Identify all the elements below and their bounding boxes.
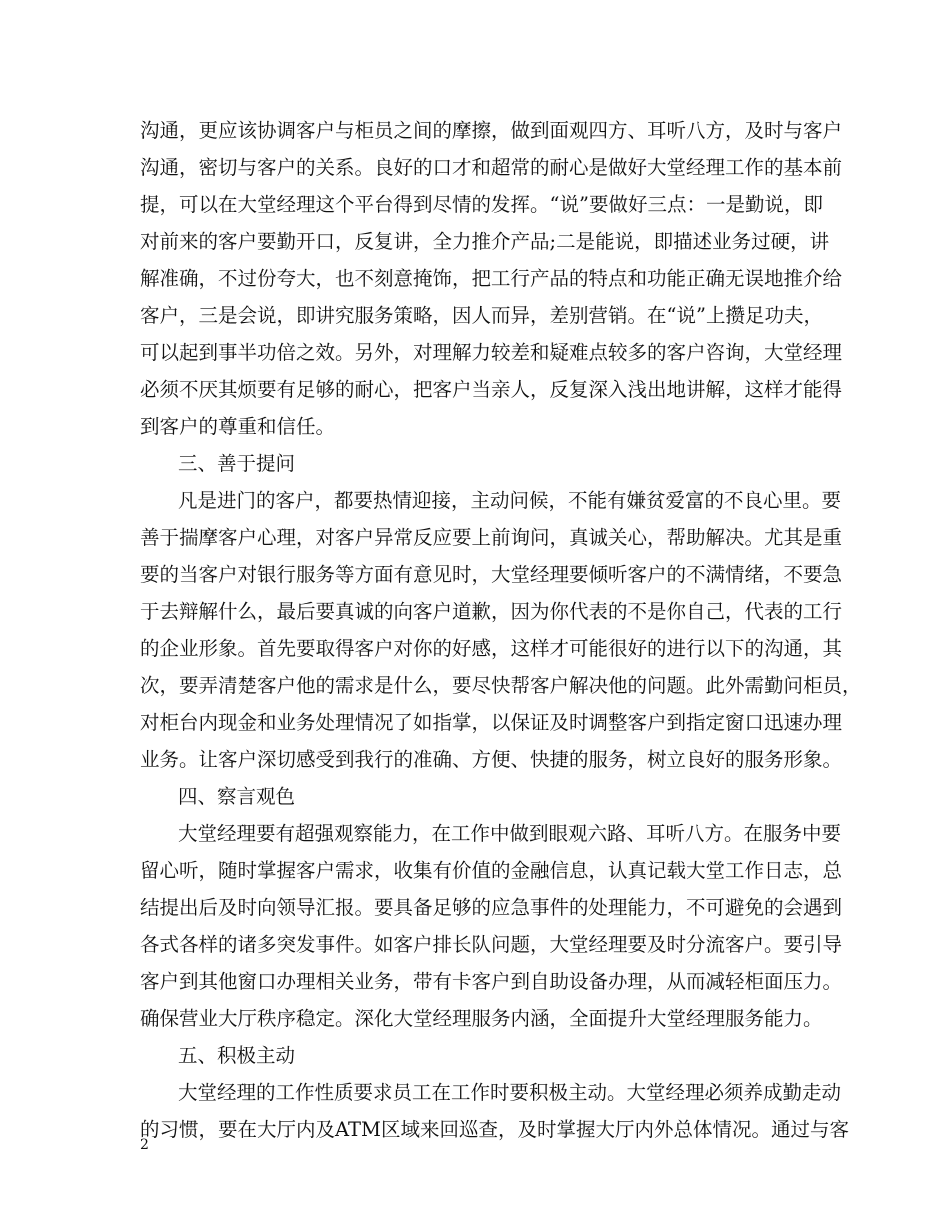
- body-text-line: 沟通，更应该协调客户与柜员之间的摩擦，做到面观四方、耳听八方，及时与客户: [140, 119, 843, 142]
- body-text-line: 于去辩解什么，最后要真诚的向客户道歉，因为你代表的不是你自己，代表的工行: [140, 600, 843, 623]
- body-text-line: 可以起到事半功倍之效。另外，对理解力较差和疑难点较多的客户咨询，大堂经理: [140, 341, 843, 364]
- body-text-line: 结提出后及时向领导汇报。要具备足够的应急事件的处理能力，不可避免的会遇到: [140, 896, 843, 919]
- body-text-line: 各式各样的诸多突发事件。如客户排长队问题，大堂经理要及时分流客户。要引导: [140, 933, 843, 956]
- body-text-line: 的习惯，要在大厅内及ATM区域来回巡查，及时掌握大厅内外总体情况。通过与客: [140, 1118, 849, 1141]
- section-heading: 四、察言观色: [178, 785, 296, 808]
- body-text-line: 的企业形象。首先要取得客户对你的好感，这样才可能很好的进行以下的沟通，其: [140, 637, 843, 660]
- body-text-line: 客户，三是会说，即讲究服务策略，因人而异，差别营销。在“说”上攒足功夫，: [140, 304, 823, 327]
- body-text-line: 对前来的客户要勤开口，反复讲，全力推介产品;二是能说，即描述业务过硬，讲: [140, 230, 830, 253]
- body-text-line: 大堂经理的工作性质要求员工在工作时要积极主动。大堂经理必须养成勤走动: [178, 1081, 842, 1104]
- body-text-line: 大堂经理要有超强观察能力，在工作中做到眼观六路、耳听八方。在服务中要: [178, 822, 842, 845]
- page-number: 2: [140, 1137, 149, 1153]
- section-heading: 五、积极主动: [178, 1044, 296, 1067]
- body-text-line: 业务。让客户深切感受到我行的准确、方便、快捷的服务，树立良好的服务形象。: [140, 748, 843, 771]
- body-text-line: 凡是进门的客户，都要热情迎接，主动问候，不能有嫌贫爱富的不良心里。要: [178, 489, 842, 512]
- body-text-line: 次，要弄清楚客户他的需求是什么，要尽快帮客户解决他的问题。此外需勤问柜员，: [140, 674, 862, 697]
- body-text-line: 客户到其他窗口办理相关业务，带有卡客户到自助设备办理，从而减轻柜面压力。: [140, 970, 843, 993]
- body-text-line: 确保营业大厅秩序稳定。深化大堂经理服务内涵，全面提升大堂经理服务能力。: [140, 1007, 823, 1030]
- body-text-line: 到客户的尊重和信任。: [140, 415, 336, 438]
- section-heading: 三、善于提问: [178, 452, 296, 475]
- body-text-line: 善于揣摩客户心理，对客户异常反应要上前询问，真诚关心，帮助解决。尤其是重: [140, 526, 843, 549]
- body-text-line: 必须不厌其烦要有足够的耐心，把客户当亲人，反复深入浅出地讲解，这样才能得: [140, 378, 843, 401]
- body-text-line: 提，可以在大堂经理这个平台得到尽情的发挥。“说”要做好三点：一是勤说，即: [140, 193, 823, 216]
- body-text-line: 解准确，不过份夸大，也不刻意掩饰，把工行产品的特点和功能正确无误地推介给: [140, 267, 843, 290]
- body-text-line: 沟通，密切与客户的关系。良好的口才和超常的耐心是做好大堂经理工作的基本前: [140, 156, 843, 179]
- body-text-line: 要的当客户对银行服务等方面有意见时，大堂经理要倾听客户的不满情绪，不要急: [140, 563, 843, 586]
- body-text-line: 对柜台内现金和业务处理情况了如指掌，以保证及时调整客户到指定窗口迅速办理: [140, 711, 843, 734]
- body-text-line: 留心听，随时掌握客户需求，收集有价值的金融信息，认真记载大堂工作日志，总: [140, 859, 843, 882]
